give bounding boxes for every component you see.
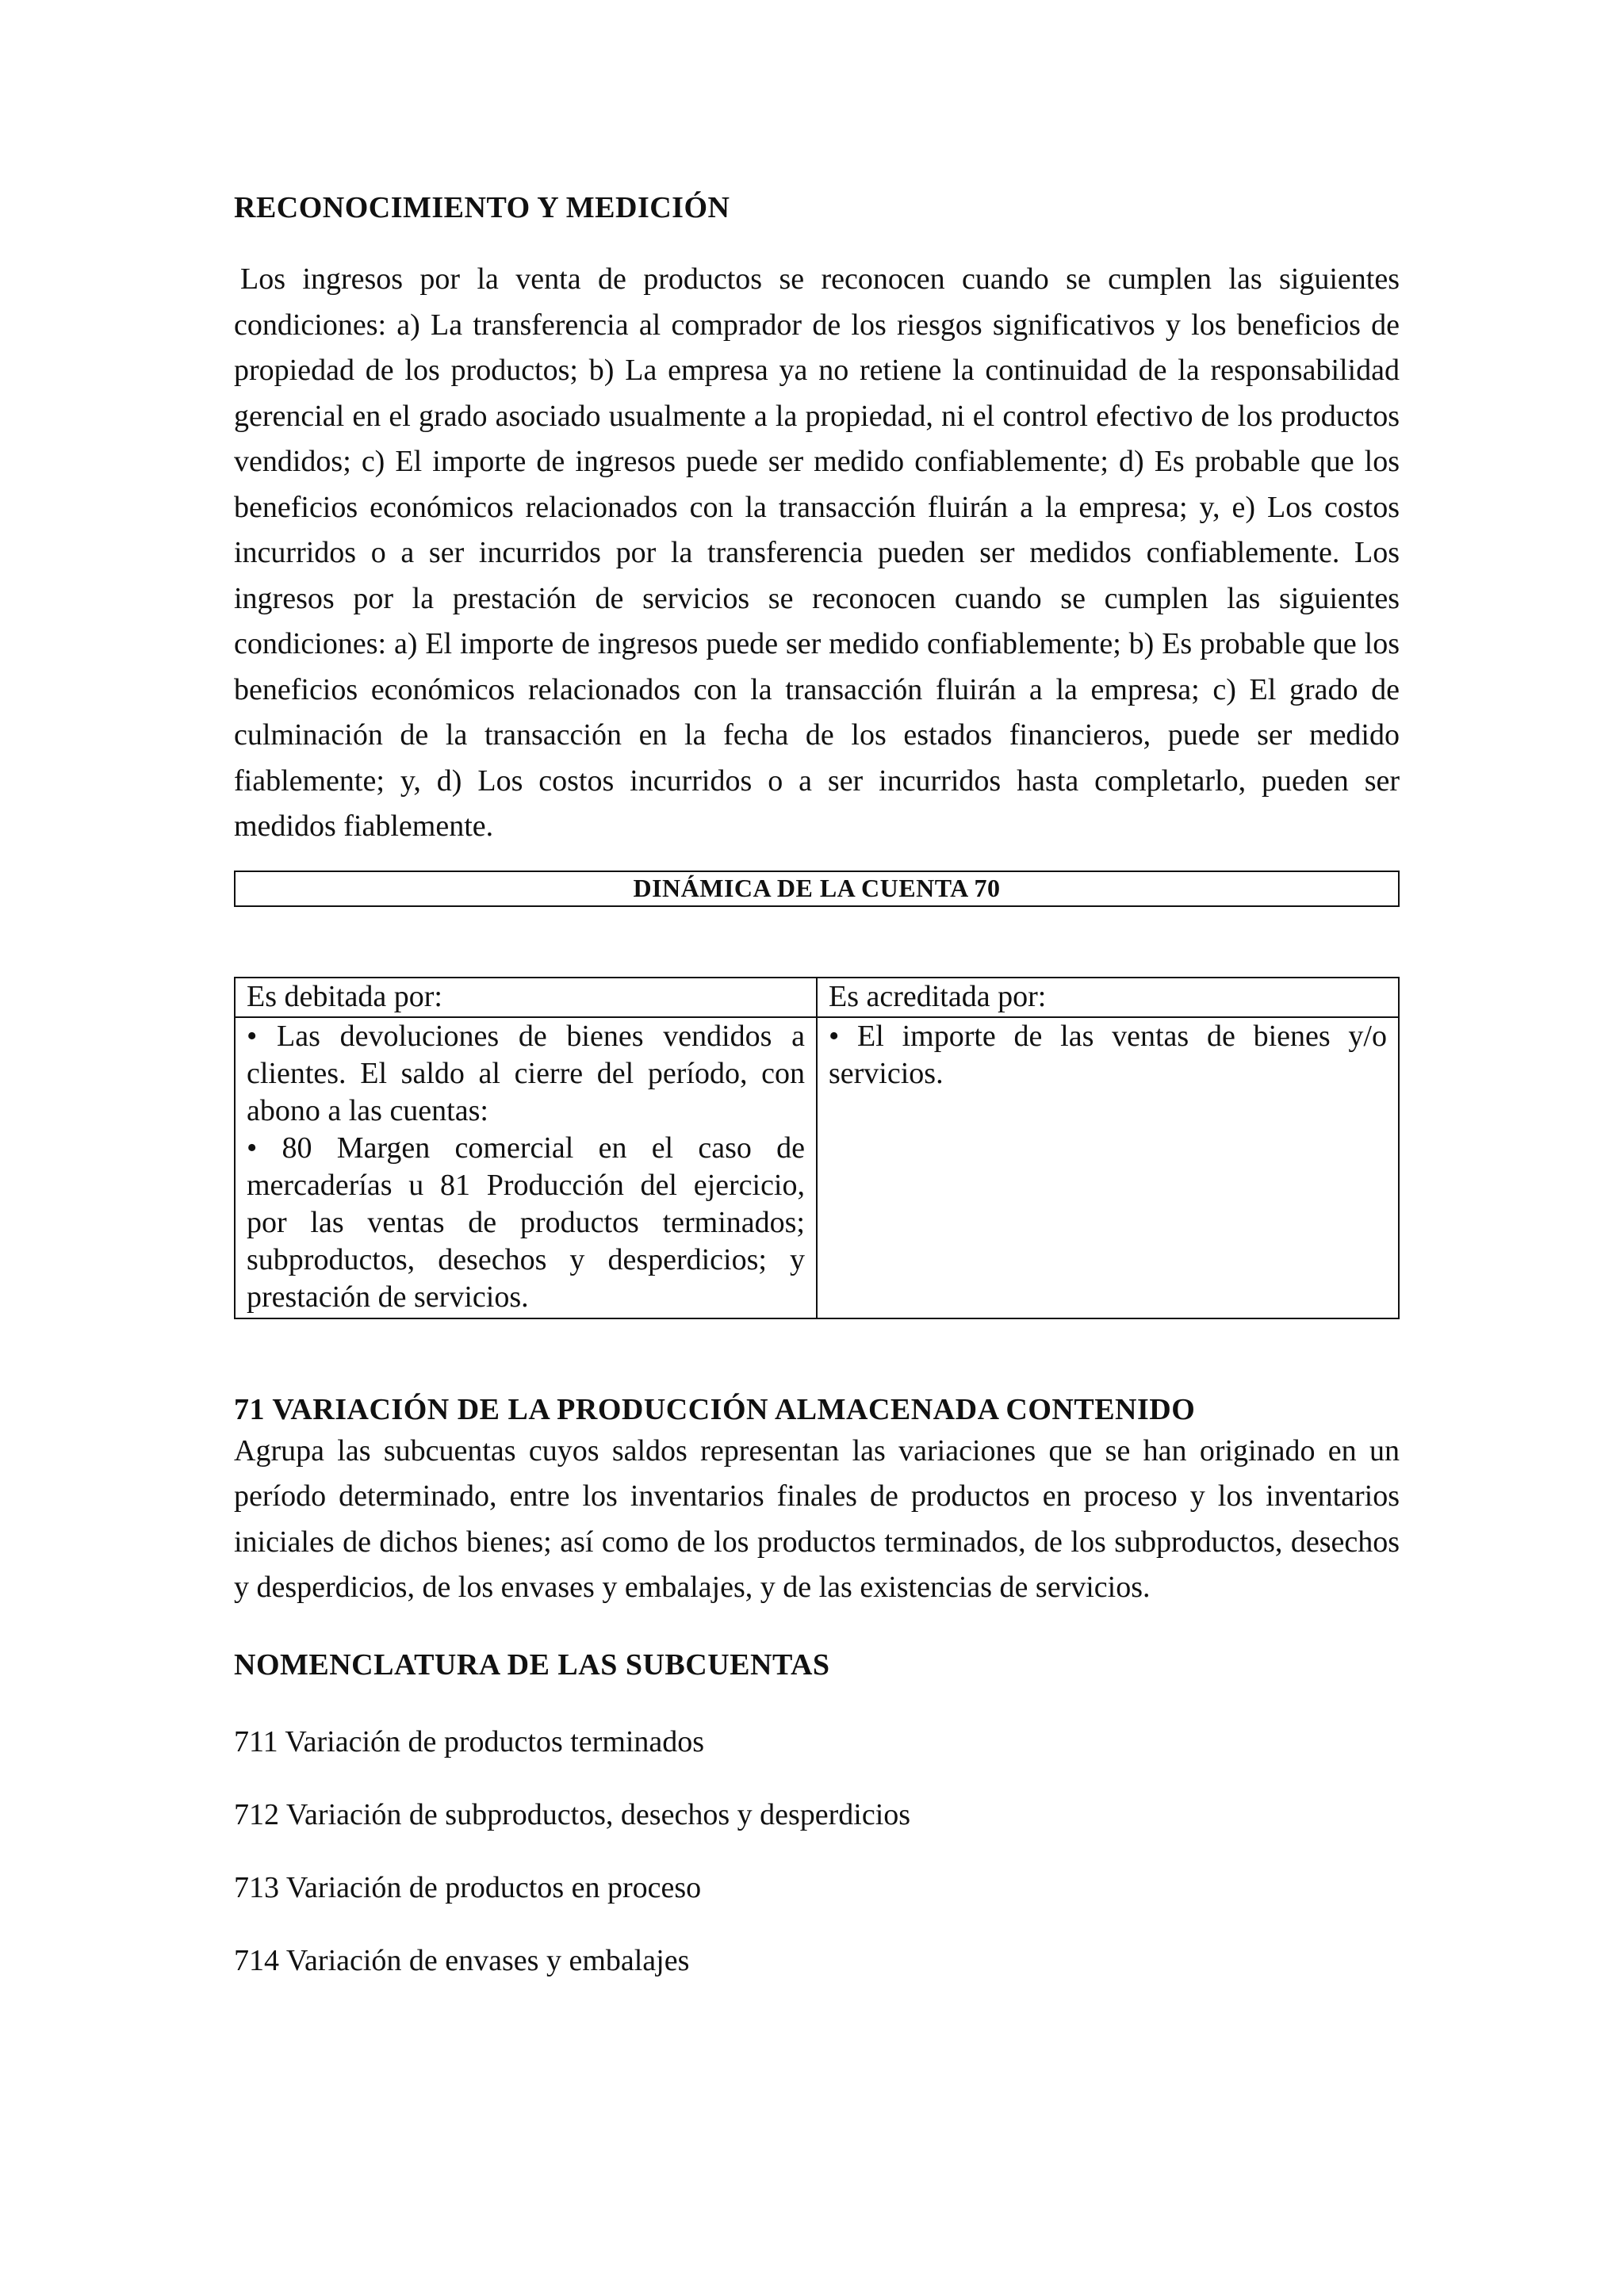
- credit-header: Es acreditada por:: [817, 978, 1399, 1017]
- list-item: 714 Variación de envases y embalajes: [234, 1943, 690, 1977]
- list-item: 713 Variación de productos en proceso: [234, 1870, 702, 1904]
- dinamica-title: DINÁMICA DE LA CUENTA 70: [633, 874, 1001, 902]
- credit-cell: [817, 1017, 1399, 1318]
- paragraph-reconocimiento: Los ingresos por la venta de productos se reconocen cuando se cumplen las siguientes condiciones: a) La transferencia al comprador de los riesgos significativos y los beneficios de propiedad de los productos; b) La empresa ya no retiene la continuidad de la responsabilidad gerencial en el grado asociado usualmente a la propiedad, ni el control efectivo de los productos vendidos; c) El importe de ingresos puede ser medido confiablemente; d) Es probable que los beneficios económicos relacionados con la transacción fluirán a la empresa; y, e) Los costos incurridos o a ser incurridos por la transferencia pueden ser medidos confiablemente. Los ingresos por la prestación de servicios se reconocen cuando se cumplen las siguientes condiciones: a) El importe de ingresos puede ser medido confiablemente; b) Es probable que los beneficios económicos relacionados con la transacción fluirán a la empresa; c) El grado de culminación de la transacción en la fecha de los estados financieros, puede ser medido fiablemente; y, d) Los costos incurridos o a ser incurridos hasta completarlo, pueden ser medidos fiablemente.: [234, 262, 1400, 843]
- debit-line: • 80 Margen comercial en el caso de mercaderías u 81 Producción del ejercicio, por las ventas de productos terminados; subproductos, desechos y desperdicios; y prestación de servicios.: [247, 1131, 805, 1314]
- table-header-row: [235, 978, 1399, 1017]
- debit-cell: [235, 1017, 817, 1318]
- cuenta-70-table: [234, 977, 1400, 1319]
- paragraph-variacion: Agrupa las subcuentas cuyos saldos representan las variaciones que se han originado en un período determinado, entre los inventarios finales de productos en proceso y los inventarios iniciales de dichos bienes; así como de los productos terminados, de los subproductos, desechos y desperdicios, de los envases y embalajes, y de las existencias de servicios.: [234, 1433, 1400, 1604]
- list-item: 712 Variación de subproductos, desechos y desperdicios: [234, 1797, 911, 1831]
- list-item: 711 Variación de productos terminados: [234, 1724, 705, 1758]
- section-heading-reconocimiento: RECONOCIMIENTO Y MEDICIÓN: [234, 191, 730, 224]
- section-heading-nomenclatura: NOMENCLATURA DE LAS SUBCUENTAS: [234, 1647, 830, 1682]
- document-page: [234, 190, 1400, 2015]
- debit-line: • Las devoluciones de bienes vendidos a clientes. El saldo al cierre del período, con abono a las cuentas:: [247, 1019, 805, 1127]
- credit-line: • El importe de las ventas de bienes y/o servicios.: [829, 1019, 1387, 1090]
- dinamica-title-box: [234, 871, 1400, 907]
- subcuentas-list: [234, 1724, 1400, 1979]
- table-row: [235, 1017, 1399, 1318]
- section-heading-variacion: 71 VARIACIÓN DE LA PRODUCCIÓN ALMACENADA CONTENIDO: [234, 1392, 1196, 1426]
- debit-header: Es debitada por:: [235, 978, 817, 1017]
